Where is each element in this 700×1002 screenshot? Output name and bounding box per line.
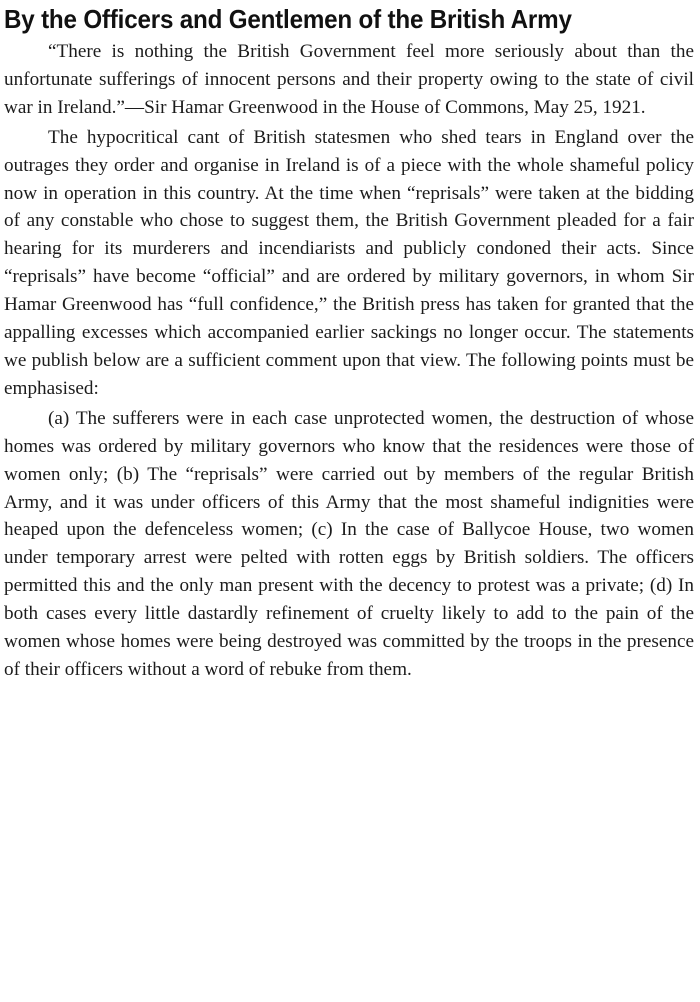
- body-paragraph-1: The hypocritical cant of British statesmen who shed tears in England over the outrages they order and organise in Ireland is of a piece with the whole shameful policy now in operation in this country. At the time when “reprisals” were taken at the bidding of any constable who chose to suggest them, the British Government pleaded for a fair hearing for its murderers and incendiarists and publicly condoned their acts. Since “reprisals” have become “official” and are ordered by military governors, in whom Sir Hamar Greenwood has “full confidence,” the British press has taken for granted that the appalling excesses which accompanied earlier sackings no longer occur. The statements we publish below are a sufficient comment upon that view. The following points must be emphasised:: [4, 126, 694, 399]
- quote-paragraph: “There is nothing the British Government feel more seriously about than the unfortunate sufferings of innocent persons and their property owing to the state of civil war in Ireland.”—Sir Hamar Greenwood in the House of Commons, May 25, 1921.: [4, 41, 694, 118]
- body-paragraph-2: (a) The sufferers were in each case unprotected women, the destruction of whose homes was ordered by military governors who know that the residences were those of women only; (b) The “reprisals” were carried out by members of the regular British Army, and it was under officers of this Army that the most shameful indignities were heaped upon the defenceless women; (c) In the case of Ballycoe House, two women under temporary arrest were pelted with rotten eggs by British soldiers. The officers permitted this and the only man present with the decency to protest was a private; (d) In both cases every little dastardly refinement of cruelty likely to add to the pain of the women whose homes were being destroyed was committed by the troops in the presence of their officers without a word of rebuke from them.: [4, 407, 694, 680]
- article-headline: By the Officers and Gentlemen of the British Army: [4, 4, 572, 34]
